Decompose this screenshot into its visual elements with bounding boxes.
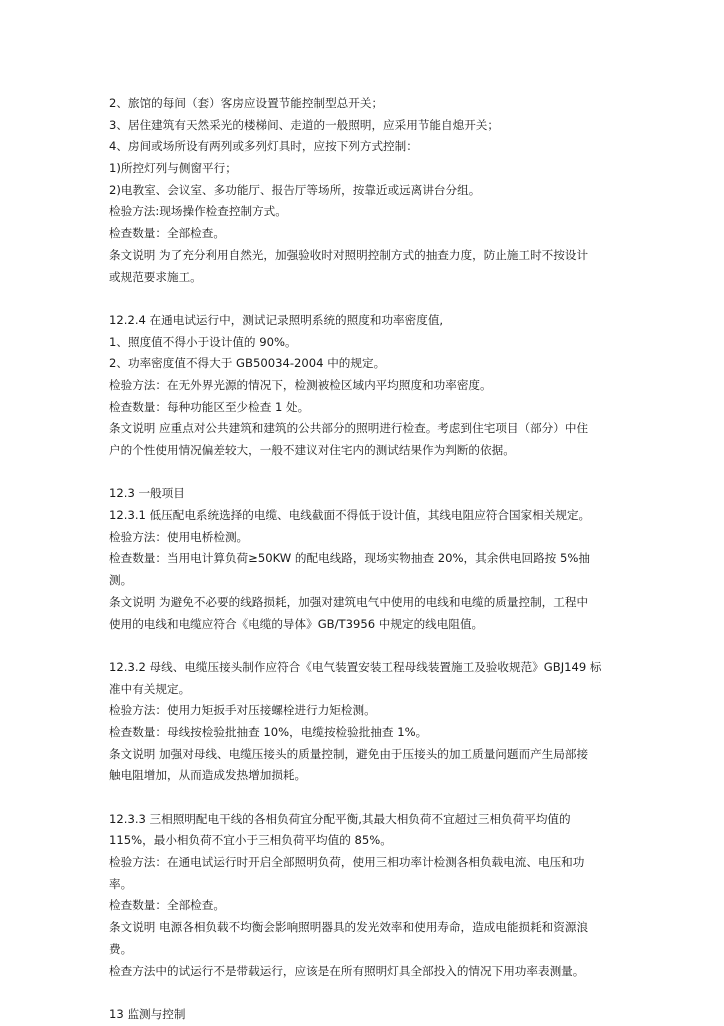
- text-line: 条文说明 电源各相负载不均衡会影响照明器具的发光效率和使用寿命，造成电能损耗和资源浪: [109, 920, 589, 935]
- text-line: 2)电教室、会议室、多功能厅、报告厅等场所，按靠近或远离讲台分组。: [109, 182, 481, 197]
- paragraph-gap: [109, 635, 629, 657]
- text-line: 12.2.4 在通电试运行中，测试记录照明系统的照度和功率密度值,: [109, 312, 444, 327]
- paragraph-gap: [109, 982, 629, 1004]
- paragraph-gap: [109, 288, 629, 310]
- text-line: 检验方法：使用力矩扳手对压接螺栓进行力矩检测。: [109, 703, 376, 718]
- text-line: 检查数量：当用电计算负荷≥50KW 的配电线路，现场实物抽查 20%，其余供电回路按 5%抽: [109, 551, 590, 566]
- text-line: 检查数量：每种功能区至少检查 1 处。: [109, 399, 310, 414]
- text-line: 2、功率密度值不得大于 GB50034-2004 中的规定。: [109, 356, 386, 371]
- text-line: 条文说明 为了充分利用自然光，加强验收时对照明控制方式的抽查力度，防止施工时不按设计: [109, 247, 589, 262]
- text-line: 检验方法：使用电桥检测。: [109, 529, 249, 544]
- text-line: 测。: [109, 573, 133, 588]
- text-line: 检验方法:现场操作检查控制方式。: [109, 204, 287, 219]
- text-line: 115%，最小相负荷不宜小于三相负荷平均值的 85%。: [109, 833, 392, 848]
- text-line: 检查数量：全部检查。: [109, 226, 225, 241]
- text-line: 检查方法中的试运行不是带载运行，应该是在所有照明灯具全部投入的情况下用功率表测量。: [109, 963, 585, 978]
- text-line: 检验方法：在无外界光源的情况下，检测被检区域内平均照度和功率密度。: [109, 377, 492, 392]
- text-line: 条文说明 应重点对公共建筑和建筑的公共部分的照明进行检查。考虑到住宅项目（部分）中住: [109, 421, 589, 436]
- text-line: 费。: [109, 941, 133, 956]
- text-line: 3、居住建筑有天然采光的楼梯间、走道的一般照明，应采用节能自熄开关；: [109, 117, 499, 132]
- text-line: 12.3.3 三相照明配电干线的各相负荷宜分配平衡,其最大相负荷不宜超过三相负荷平均值的: [109, 811, 571, 826]
- document-body: [109, 93, 629, 1026]
- text-line: 准中有关规定。: [109, 681, 191, 696]
- text-line: 条文说明 加强对母线、电缆压接头的质量控制，避免由于压接头的加工质量问题而产生局部接: [109, 746, 589, 761]
- text-line: 12.3.2 母线、电缆压接头制作应符合《电气装置安装工程母线装置施工及验收规范》GBJ149 标: [109, 659, 602, 674]
- text-line: 1)所控灯列与侧窗平行；: [109, 161, 237, 176]
- paragraph-gap: [109, 787, 629, 809]
- text-line: 触电阻增加，从而造成发热增加损耗。: [109, 768, 307, 783]
- text-line: 户的个性使用情况偏差较大，一般不建议对住宅内的测试结果作为判断的依据。: [109, 443, 515, 457]
- text-line: 2、旅馆的每间（套）客房应设置节能控制型总开关；: [109, 96, 384, 110]
- paragraph-gap: [109, 462, 629, 484]
- text-line: 13 监测与控制: [109, 1006, 186, 1021]
- text-line: 12.3.1 低压配电系统选择的电缆、电线截面不得低于设计值，其线电阻应符合国家相关规定。: [109, 508, 591, 523]
- text-line: 条文说明 为避免不必要的线路损耗，加强对建筑电气中使用的电线和电缆的质量控制，工程中: [109, 594, 589, 609]
- text-line: 使用的电线和电缆应符合《电缆的导体》GB/T3956 中规定的线电阻值。: [109, 616, 484, 631]
- text-line: 或规范要求施工。: [109, 269, 202, 284]
- text-line: 1、照度值不得小于设计值的 90%。: [109, 334, 297, 349]
- text-line: 4、房间或场所设有两列或多列灯具时，应按下列方式控制：: [109, 139, 418, 154]
- text-line: 率。: [109, 876, 133, 891]
- text-line: 检查数量：母线按检验批抽查 10%，电缆按检验批抽查 1%。: [109, 724, 428, 739]
- text-line: 12.3 一般项目: [109, 486, 185, 501]
- text-line: 检查数量：全部检查。: [109, 898, 225, 913]
- text-line: 检验方法：在通电试运行时开启全部照明负荷，使用三相功率计检测各相负载电流、电压和功: [109, 855, 585, 870]
